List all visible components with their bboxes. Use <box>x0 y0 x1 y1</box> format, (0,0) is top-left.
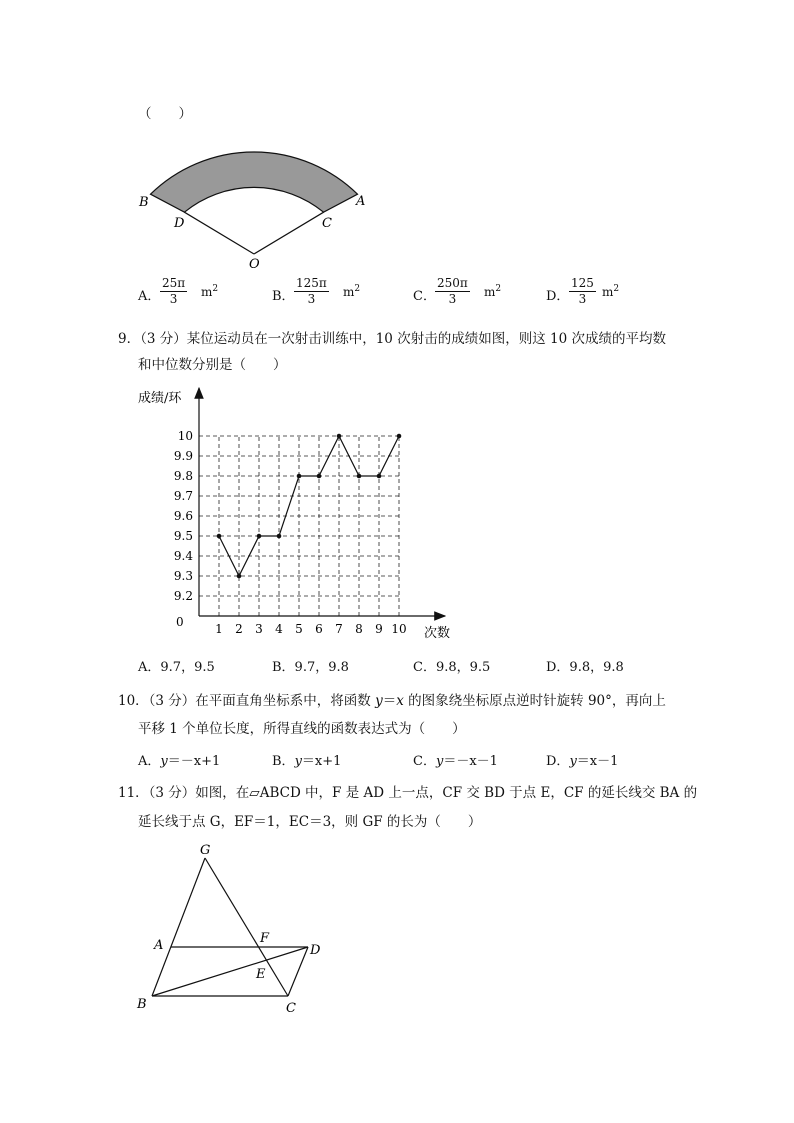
q8-answer-bracket: （ ） <box>138 106 192 122</box>
data-point <box>297 474 302 479</box>
y-tick-label: 9.6 <box>173 509 193 523</box>
q8-option-b-fraction <box>294 276 329 307</box>
q10-stem-prefix: 10．（3 分）在平面直角坐标系中，将函数 <box>118 693 376 709</box>
data-point <box>337 434 342 439</box>
point-label-B: B <box>139 195 149 210</box>
q9-option-b: B．9.7，9.8 <box>272 660 349 675</box>
point-label-C: C <box>322 216 332 231</box>
q9-option-d: D．9.8，9.8 <box>546 660 624 675</box>
y-tick-label: 9.5 <box>173 529 193 543</box>
segment-BD <box>152 947 308 996</box>
q8-option-d-unit: $m^2$ <box>602 284 620 299</box>
q8-option-a-denominator: 3 <box>169 292 178 306</box>
q8-option-c-letter: C． <box>413 289 436 304</box>
data-point <box>397 434 402 439</box>
q8-option-c-denominator: 3 <box>448 292 457 306</box>
x-tick-label: 5 <box>295 622 303 636</box>
x-tick-label: 6 <box>315 622 323 636</box>
q10-stem-line2: 平移 1 个单位长度，所得直线的函数表达式为（ ） <box>138 721 466 737</box>
x-tick-label: 9 <box>375 622 383 636</box>
q9-stem-line2: 和中位数分别是（ ） <box>138 357 287 373</box>
x-tick-label: 7 <box>335 622 343 636</box>
y-tick-label: 9.4 <box>173 549 193 563</box>
q8-option-d-numerator: 125 <box>571 276 594 290</box>
q9-stem-line1: 9．（3 分）某位运动员在一次射击训练中，10 次射击的成绩如图，则这 10 次成绩的平均数 <box>118 331 666 347</box>
q10-func-y: y <box>375 693 383 709</box>
score-series-line <box>219 436 399 576</box>
q10-option-b: B．y＝x+1 <box>272 754 342 769</box>
q8-option-b-unit: $m^2$ <box>343 284 361 299</box>
point-label-F: F <box>260 931 270 946</box>
q10-func-x: x <box>396 693 404 709</box>
data-point <box>217 534 222 539</box>
q8-option-d-letter: D． <box>546 289 570 304</box>
point-label-A: A <box>154 938 164 953</box>
annulus-sector-figure <box>130 125 380 275</box>
data-point <box>277 534 282 539</box>
q11-stem-line1: 11．（3 分）如图，在▱ABCD 中，F 是 AD 上一点，CF 交 BD 于点 E，CF 的延长线交 BA 的 <box>118 785 698 801</box>
point-label-D: D <box>174 216 185 231</box>
y-axis-label: 成绩/环 <box>138 391 182 406</box>
q9-option-a: A．9.7，9.5 <box>138 660 215 675</box>
q8-option-a-letter: A． <box>138 289 161 304</box>
x-tick-label: 10 <box>391 622 407 636</box>
segment-DO <box>184 212 254 254</box>
q8-option-a-fraction <box>160 276 187 307</box>
data-point <box>357 474 362 479</box>
data-point <box>237 574 242 579</box>
y-tick-label: 9.9 <box>173 449 193 463</box>
y-tick-label: 9.8 <box>173 469 193 483</box>
data-point <box>257 534 262 539</box>
q8-option-a-numerator: 25π <box>162 276 186 290</box>
segment-CO <box>254 212 324 254</box>
y-tick-label: 10 <box>177 429 193 443</box>
x-axis-label: 次数 <box>424 626 451 641</box>
score-line-chart <box>130 380 470 650</box>
q10-option-c: C．y＝－x－1 <box>413 754 498 769</box>
q8-option-c-numerator: 250π <box>437 276 468 290</box>
q8-option-b-letter: B． <box>272 289 295 304</box>
point-label-O: O <box>249 257 260 272</box>
point-label-G: G <box>200 843 211 858</box>
parallelogram-figure <box>130 835 340 1020</box>
y-tick-label: 9.2 <box>173 589 193 603</box>
q8-option-c-unit: $m^2$ <box>484 284 502 299</box>
data-point <box>377 474 382 479</box>
point-label-A: A <box>356 194 366 209</box>
x-tick-label: 2 <box>235 622 243 636</box>
point-label-B: B <box>137 997 147 1012</box>
q10-option-a: A．y＝－x+1 <box>138 754 221 769</box>
segment-DC <box>288 947 308 996</box>
x-tick-label: 1 <box>215 622 223 636</box>
q8-option-b-numerator: 125π <box>296 276 327 290</box>
origin-label: 0 <box>176 615 184 629</box>
y-tick-label: 9.3 <box>173 569 193 583</box>
q8-option-d-denominator: 3 <box>578 292 587 306</box>
q9-option-c: C．9.8，9.5 <box>413 660 491 675</box>
q10-stem-line1 <box>118 689 666 709</box>
y-tick-label: 9.7 <box>173 489 193 503</box>
q8-option-c-fraction <box>435 276 470 307</box>
q11-stem-line2: 延长线于点 G，EF＝1，EC＝3，则 GF 的长为（ ） <box>138 814 482 830</box>
q8-option-a-unit: $m^2$ <box>201 284 219 299</box>
q10-stem-suffix: 的图象绕坐标原点逆时针旋转 90°，再向上 <box>403 693 666 709</box>
q10-option-d: D．y＝x－1 <box>546 754 619 769</box>
point-label-D: D <box>310 943 321 958</box>
x-tick-label: 4 <box>275 622 283 636</box>
q8-option-d-fraction <box>569 276 596 307</box>
x-tick-label: 8 <box>355 622 363 636</box>
segment-GB <box>152 858 205 996</box>
shaded-ring-region <box>151 152 358 212</box>
x-tick-label: 3 <box>255 622 263 636</box>
point-label-E: E <box>256 967 266 982</box>
point-label-C: C <box>286 1001 296 1016</box>
q8-option-b-denominator: 3 <box>307 292 316 306</box>
data-point <box>317 474 322 479</box>
q10-func-eq: ＝ <box>382 693 397 709</box>
